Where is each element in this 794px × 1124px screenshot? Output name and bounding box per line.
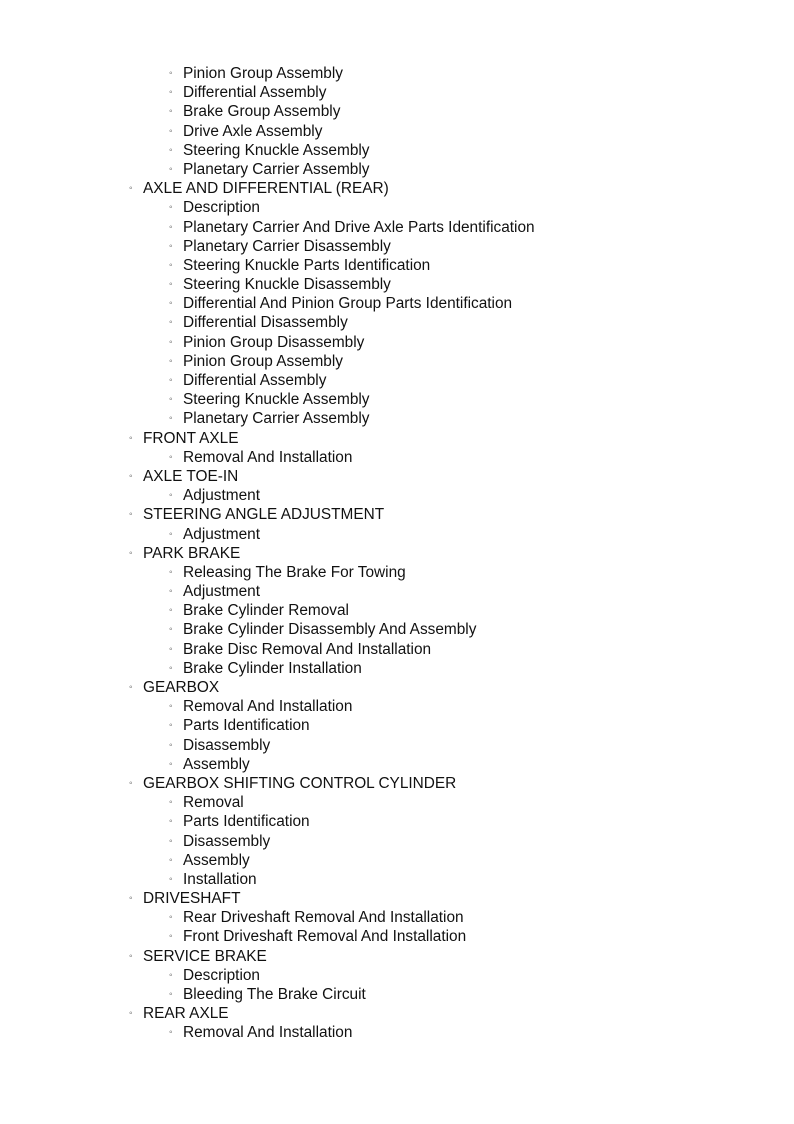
section-heading-item [0,947,794,966]
subsection-label: Assembly [183,851,250,869]
section-heading-label: REAR AXLE [143,1005,229,1023]
subsection-item [0,659,794,678]
subsection-item [0,409,794,428]
bullet-icon: ◦ [129,432,133,444]
bullet-icon: ◦ [129,183,133,195]
subsection-item [0,832,794,851]
bullet-icon: ◦ [169,221,173,233]
bullet-icon: ◦ [169,758,173,770]
bullet-icon: ◦ [169,317,173,329]
subsection-label: Assembly [183,755,250,773]
subsection-item [0,525,794,544]
subsection-label: Removal And Installation [183,448,353,466]
subsection-label: Adjustment [183,583,260,601]
bullet-icon: ◦ [169,835,173,847]
subsection-label: Removal And Installation [183,1024,353,1042]
subsection-label: Removal [183,794,244,812]
bullet-icon: ◦ [169,106,173,118]
subsection-label: Description [183,199,260,217]
bullet-icon: ◦ [169,451,173,463]
bullet-icon: ◦ [169,566,173,578]
subsection-label: Differential Disassembly [183,314,348,332]
subsection-item [0,1023,794,1042]
bullet-icon: ◦ [129,682,133,693]
bullet-icon: ◦ [169,912,173,924]
bullet-icon: ◦ [169,125,173,137]
subsection-label: Disassembly [183,832,271,850]
bullet-icon: ◦ [169,797,173,809]
section-heading-item [0,467,794,486]
subsection-item [0,313,794,332]
section-heading-label: AXLE AND DIFFERENTIAL (REAR) [143,180,389,198]
bullet-icon: ◦ [169,643,173,655]
subsection-label: Parts Identification [183,813,310,831]
subsection-label: Brake Cylinder Installation [183,659,362,677]
subsection-item [0,141,794,160]
subsection-item [0,620,794,639]
section-heading-label: STEERING ANGLE ADJUSTMENT [143,506,385,524]
bullet-icon: ◦ [169,605,173,617]
subsection-item [0,640,794,659]
bullet-icon: ◦ [169,931,173,943]
bullet-icon: ◦ [169,490,173,502]
section-heading-label: FRONT AXLE [143,429,239,447]
bullet-icon: ◦ [169,854,173,866]
subsection-item [0,927,794,946]
bullet-icon: ◦ [169,163,173,175]
subsection-label: Parts Identification [183,717,310,735]
subsection-item [0,486,794,505]
bullet-icon: ◦ [129,509,133,521]
subsection-label: Planetary Carrier And Drive Axle Parts Identification [183,218,535,236]
subsection-label: Bleeding The Brake Circuit [183,986,366,1003]
subsection-label: Description [183,966,260,984]
subsection-item [0,294,794,313]
section-heading-item [0,179,794,198]
section-heading-item [0,544,794,563]
bullet-icon: ◦ [169,739,173,751]
subsection-label: Differential Assembly [183,84,327,102]
subsection-label: Pinion Group Assembly [183,352,343,370]
subsection-item [0,256,794,275]
subsection-item [0,793,794,812]
bullet-icon: ◦ [129,893,133,905]
subsection-item [0,812,794,831]
subsection-item [0,697,794,716]
subsection-item [0,870,794,889]
subsection-item [0,102,794,121]
subsection-item [0,83,794,102]
bullet-icon: ◦ [169,68,173,79]
subsection-item [0,563,794,582]
bullet-icon: ◦ [129,777,133,789]
bullet-icon: ◦ [169,969,173,981]
bullet-icon: ◦ [169,144,173,156]
bullet-icon: ◦ [169,355,173,367]
subsection-item [0,908,794,927]
section-heading-label: PARK BRAKE [143,544,241,562]
subsection-item [0,390,794,409]
section-heading-label: DRIVESHAFT [143,890,241,908]
bullet-icon: ◦ [169,1027,173,1039]
bullet-icon: ◦ [129,950,133,962]
subsection-label: Pinion Group Disassembly [183,333,365,351]
subsection-item [0,64,794,83]
subsection-label: Front Driveshaft Removal And Installation [183,928,467,946]
subsection-label: Steering Knuckle Parts Identification [183,256,431,274]
subsection-item [0,160,794,179]
subsection-label: Adjustment [183,525,260,543]
bullet-icon: ◦ [169,662,173,674]
subsection-item [0,851,794,870]
subsection-label: Planetary Carrier Disassembly [183,237,391,255]
bullet-icon: ◦ [169,336,173,348]
bullet-icon: ◦ [129,470,133,482]
subsection-item [0,122,794,141]
subsection-label: Pinion Group Assembly [183,65,343,82]
section-heading-label: GEARBOX [143,679,220,696]
subsection-item [0,333,794,352]
subsection-label: Differential Assembly [183,372,327,389]
subsection-item [0,275,794,294]
subsection-label: Brake Disc Removal And Installation [183,640,432,658]
section-heading-label: SERVICE BRAKE [143,947,267,965]
subsection-label: Drive Axle Assembly [183,122,323,140]
subsection-label: Steering Knuckle Assembly [183,391,370,409]
bullet-icon: ◦ [169,989,173,1000]
bullet-icon: ◦ [169,375,173,386]
subsection-label: Disassembly [183,736,271,754]
subsection-item [0,966,794,985]
bullet-icon: ◦ [169,87,173,99]
section-heading-item [0,774,794,793]
subsection-label: Steering Knuckle Disassembly [183,276,391,294]
subsection-item [0,716,794,735]
section-heading-item [0,505,794,524]
bullet-icon: ◦ [169,394,173,406]
subsection-item [0,736,794,755]
section-heading-label: GEARBOX SHIFTING CONTROL CYLINDER [143,774,457,792]
section-heading-item [0,678,794,697]
subsection-item [0,371,794,390]
subsection-item [0,448,794,467]
subsection-label: Removal And Installation [183,698,353,716]
subsection-item [0,352,794,371]
subsection-label: Adjustment [183,487,260,505]
section-heading-item [0,889,794,908]
subsection-label: Releasing The Brake For Towing [183,563,406,581]
subsection-label: Planetary Carrier Assembly [183,160,370,178]
bullet-icon: ◦ [169,279,173,291]
bullet-icon: ◦ [169,413,173,425]
section-heading-label: AXLE TOE-IN [143,467,239,485]
subsection-label: Steering Knuckle Assembly [183,141,370,159]
subsection-item [0,218,794,237]
subsection-item [0,198,794,217]
bullet-icon: ◦ [169,816,173,828]
bullet-icon: ◦ [169,259,173,271]
subsection-label: Brake Group Assembly [183,103,341,121]
bullet-icon: ◦ [169,528,173,540]
bullet-icon: ◦ [169,701,173,713]
bullet-icon: ◦ [169,586,173,598]
subsection-label: Brake Cylinder Removal [183,602,349,620]
subsection-item [0,755,794,774]
subsection-label: Brake Cylinder Disassembly And Assembly [183,621,477,639]
subsection-item [0,237,794,256]
subsection-item [0,582,794,601]
table-of-contents [0,64,794,1043]
bullet-icon: ◦ [169,624,173,636]
bullet-icon: ◦ [169,720,173,732]
bullet-icon: ◦ [169,873,173,885]
bullet-icon: ◦ [169,202,173,214]
bullet-icon: ◦ [169,298,173,310]
bullet-icon: ◦ [169,240,173,252]
subsection-label: Differential And Pinion Group Parts Identification [183,295,513,313]
subsection-item [0,601,794,620]
bullet-icon: ◦ [129,1008,133,1020]
subsection-item [0,985,794,1004]
subsection-label: Installation [183,870,257,888]
subsection-label: Planetary Carrier Assembly [183,410,370,428]
subsection-label: Rear Driveshaft Removal And Installation [183,909,464,927]
section-heading-item [0,1004,794,1023]
bullet-icon: ◦ [129,547,133,559]
section-heading-item [0,429,794,448]
